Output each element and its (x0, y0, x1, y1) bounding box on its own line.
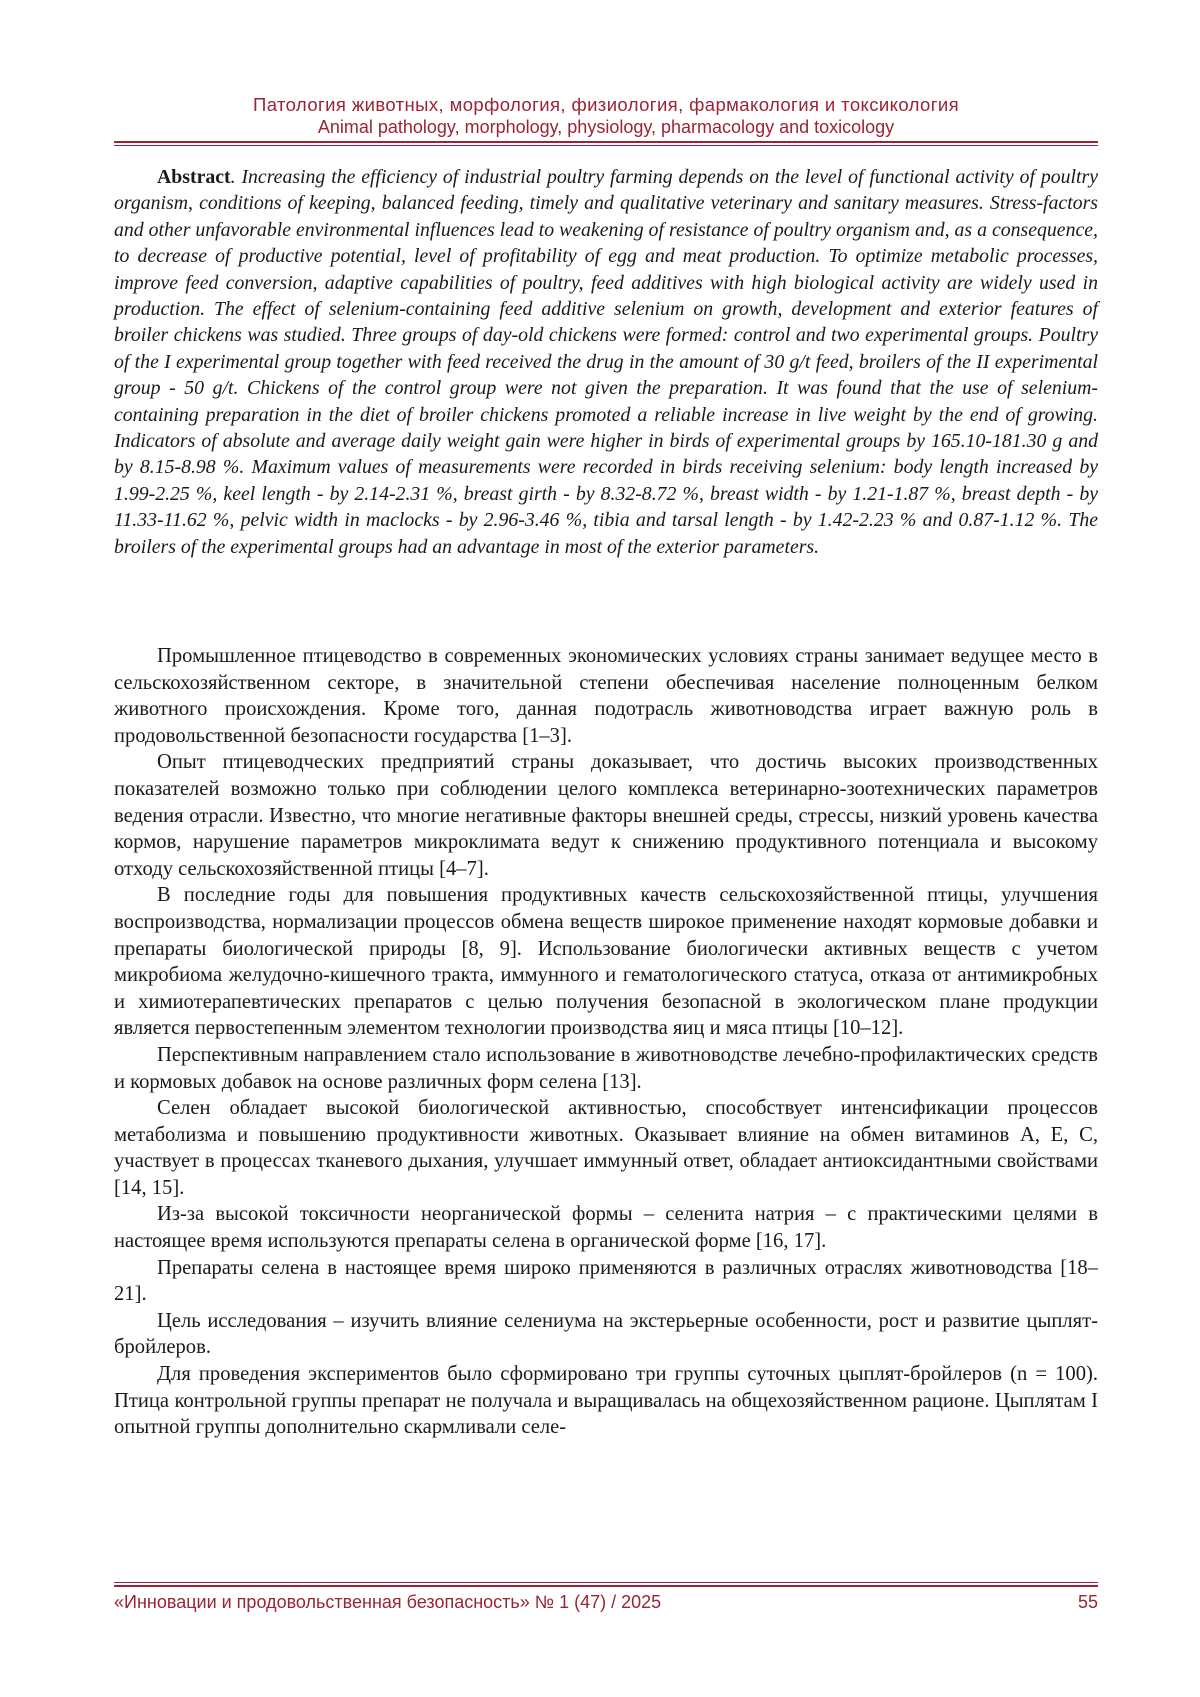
footer-rule (114, 1585, 1098, 1587)
paragraph: Препараты селена в настоящее время широко применяются в различных отраслях животноводства [18–21]. (114, 1256, 1098, 1306)
paragraph: Селен обладает высокой биологической активностью, способствует интенсификации процессов метаболизма и повышению продуктивности животных. Оказывает влияние на обмен витаминов А, Е, С, участвует в процессах тканевого дыхания, улучшает иммунный ответ, обладает антиоксидантными свойствами [14, 15]. (114, 1097, 1098, 1199)
paragraph: Промышленное птицеводство в современных экономических условиях страны занимает ведущее место в сельскохозяйственном секторе, в значительной степени обеспечивая население полноценным белком животного происхождения. Кроме того, данная подотрасль животноводства играет важную роль в продовольственной безопасности государства [1–3]. (114, 645, 1098, 747)
article-body (114, 643, 1098, 1441)
paragraph: Перспективным направлением стало использование в животноводстве лечебно-профилактических средств и кормовых добавок на основе различных форм селена [13]. (114, 1043, 1098, 1093)
header-rule (114, 141, 1098, 143)
header-title-ru: Патология животных, морфология, физиология, фармакология и токсикология (253, 94, 959, 115)
abstract-label: Abstract (157, 166, 231, 188)
header-rule-thin (114, 145, 1098, 146)
footer-rule-thin (114, 1582, 1098, 1583)
running-header (114, 93, 1098, 138)
header-title-en: Animal pathology, morphology, physiology, pharmacology and toxicology (317, 117, 895, 137)
abstract (114, 164, 1098, 560)
paragraph: В последние годы для повышения продуктивных качеств сельскохозяйственной птицы, улучшения воспроизводства, нормализации процессов обмена веществ широкое применение находят кормовые добавки и препараты биологической природы [8, 9]. Использование биологически активных веществ с учетом микробиома желудочно-кишечного тракта, иммунного и гематологического статуса, отказа от антимикробных и химиотерапевтических препаратов с целью получения безопасной в экологическом плане продукции является первостепенным элементом технологии производства яиц и мяса птицы [10–12]. (114, 884, 1098, 1040)
paragraph: Из-за высокой токсичности неорганической формы – селенита натрия – с практическими целями в настоящее время используются препараты селена в органической форме [16, 17]. (114, 1203, 1098, 1253)
paragraph: Для проведения экспериментов было сформировано три группы суточных цыплят-бройлеров (n = 100). Птица контрольной группы препарат не получала и выращивалась на общехозяйственном рационе. Цыплятам I опытной группы дополнительно скармливали селе- (114, 1363, 1098, 1439)
journal-name: «Инновации и продовольственная безопасность» № 1 (47) / 2025 (114, 1592, 662, 1612)
paragraph: Цель исследования – изучить влияние селениума на экстерьерные особенности, рост и развитие цыплят-бройлеров. (114, 1309, 1098, 1359)
page-number: 55 (1077, 1592, 1098, 1612)
abstract-text: . Increasing the efficiency of industrial poultry farming depends on the level of functional activity of poultry organism, conditions of keeping, balanced feeding, timely and qualitative veterinary and sanitary measures. Stress-factors and other unfavorable environmental influences lead to weakening of resistance of poultry organism and, as a consequence, to decrease of productive potential, level of profitability of egg and meat production. To optimize metabolic processes, improve feed conversion, adaptive capabilities of poultry, feed additives with high biological activity are widely used in production. The effect of selenium-containing feed additive selenium on growth, development and exterior features of broiler chickens was studied. Three groups of day-old chickens were formed: control and two experimental groups. Poultry of the I experimental group together with feed received the drug in the amount of 30 g/t feed, broilers of the II experimental group - 50 g/t. Chickens of the control group were not given the preparation. It was found that the use of selenium-containing preparation in the diet of broiler chickens promoted a reliable increase in live weight by the end of growing. Indicators of absolute and average daily weight gain were higher in birds of experimental groups by 165.10-181.30 g and by 8.15-8.98 %. Maximum values of measurements were recorded in birds receiving selenium: body length increased by 1.99-2.25 %, keel length - by 2.14-2.31 %, breast girth - by 8.32-8.72 %, breast width - by 1.21-1.87 %, breast depth - by 11.33-11.62 %, pelvic width in maclocks - by 2.96-3.46 %, tibia and tarsal length - by 1.42-2.23 % and 0.87-1.12 %. The broilers of the experimental groups had an advantage in most of the exterior parameters. (114, 166, 1098, 558)
paragraph: Опыт птицеводческих предприятий страны доказывает, что достичь высоких производственных показателей возможно только при соблюдении целого комплекса ветеринарно-зоотехнических параметров ведения отрасли. Известно, что многие негативные факторы внешней среды, стрессы, низкий уровень качества кормов, нарушение параметров микроклимата ведут к снижению продуктивного потенциала и высокому отходу сельскохозяйственной птицы [4–7]. (114, 751, 1098, 880)
